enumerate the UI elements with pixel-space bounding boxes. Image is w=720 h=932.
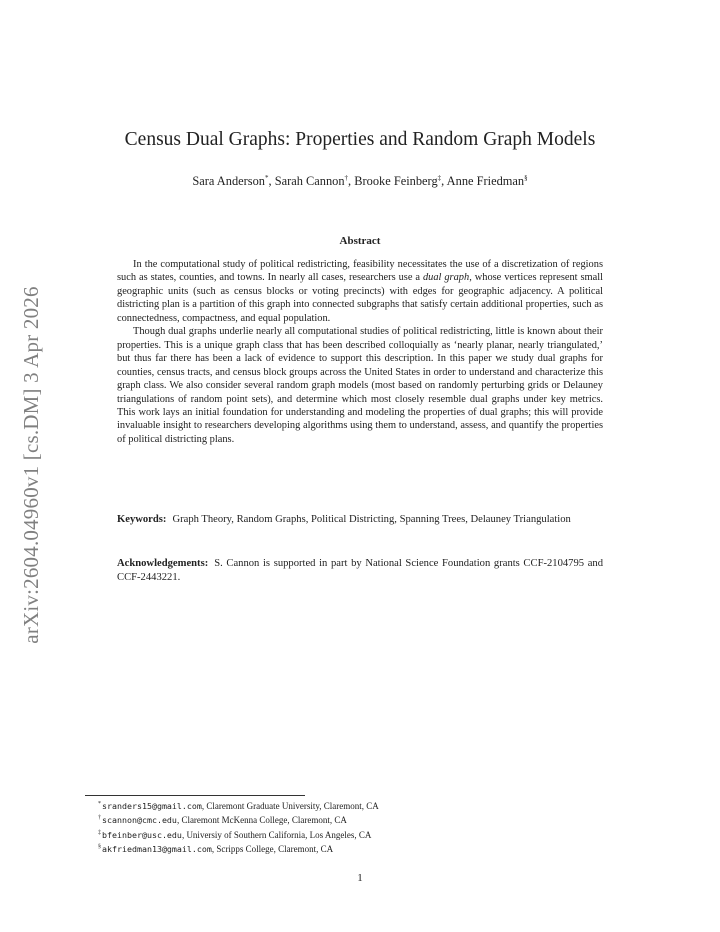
- author-footnote-mark: §: [524, 174, 528, 182]
- keywords-label: Keywords:: [117, 514, 167, 525]
- footnote: †scannon@cmc.edu, Claremont McKenna College, Claremont, CA: [98, 815, 347, 826]
- abstract-body: [117, 258, 603, 446]
- footnote: ‡bfeinber@usc.edu, Universiy of Southern California, Los Angeles, CA: [98, 829, 372, 840]
- author-email[interactable]: akfriedman13@gmail.com: [102, 844, 212, 855]
- acknowledgements: [117, 557, 603, 585]
- emphasis-dual-graph: dual graph: [422, 272, 470, 284]
- acknowledgements-text: S. Cannon is supported in part by National Science Foundation grants CCF-2104795 and CCF-2443221.: [117, 558, 603, 583]
- author-email[interactable]: bfeinber@usc.edu: [102, 829, 182, 840]
- arxiv-identifier-stamp: arXiv:2604.04960v1 [cs.DM] 3 Apr 2026: [19, 286, 43, 644]
- author-list: [0, 174, 720, 189]
- author: Brooke Feinberg‡,: [354, 174, 447, 189]
- footnotes: [98, 798, 379, 856]
- author-footnote-mark: *: [264, 174, 269, 182]
- abstract-paragraph: In the computational study of political redistricting, feasibility necessitates the use of a discretization of regions such as states, counties, and towns. In nearly all cases, researchers use a dual graph, whose vertices represent small geographic units (such as census blocks or voting precincts) with edges for geographic adjacency. A political districting plan is a partition of this graph into connected subgraphs that satisfy certain additional properties, such as connectedness, compactness, and equal population.: [117, 259, 604, 324]
- paper-title: Census Dual Graphs: Properties and Random Graph Models: [124, 129, 596, 150]
- author-email[interactable]: scannon@cmc.edu: [102, 815, 177, 826]
- keywords-text: Graph Theory, Random Graphs, Political Districting, Spanning Trees, Delauney Triangulation: [172, 514, 571, 525]
- author: Anne Friedman§: [446, 174, 528, 189]
- author-email[interactable]: sranders15@gmail.com: [102, 801, 202, 811]
- acknowledgements-label: Acknowledgements:: [117, 558, 209, 569]
- abstract-heading: Abstract: [339, 235, 381, 247]
- author-footnote-mark: †: [344, 174, 349, 182]
- footnote-rule: [85, 795, 305, 796]
- author: Sarah Cannon†,: [274, 174, 355, 189]
- keywords: [117, 513, 603, 527]
- page-number: 1: [357, 872, 363, 884]
- footnote: *sranders15@gmail.com, Claremont Graduate University, Claremont, CA: [98, 801, 379, 811]
- abstract-paragraph: Though dual graphs underlie nearly all computational studies of political redistricting, little is known about their properties. This is a unique graph class that has been described colloquially as ‘nearly planar, nearly triangulated,’ but thus far there has been a lack of evidence to support this description. In this paper we study dual graphs for counties, census tracts, and census block groups across the United States in order to understand and characterize this graph class. We also consider several random graph models (most based on randomly perturbing grids or Delauney triangulations of random point sets), and determine which most closely resemble dual graphs under key metrics. This work lays an initial foundation for understanding and modeling the properties of dual graphs; this will provide invaluable insight to researchers developing algorithms using them to understand, assess, and quantify the properties of political districting plans.: [117, 326, 603, 445]
- footnote: §akfriedman13@gmail.com, Scripps College, Claremont, CA: [98, 844, 334, 855]
- author-footnote-mark: ‡: [437, 174, 442, 182]
- author: Sara Anderson*,: [192, 174, 275, 189]
